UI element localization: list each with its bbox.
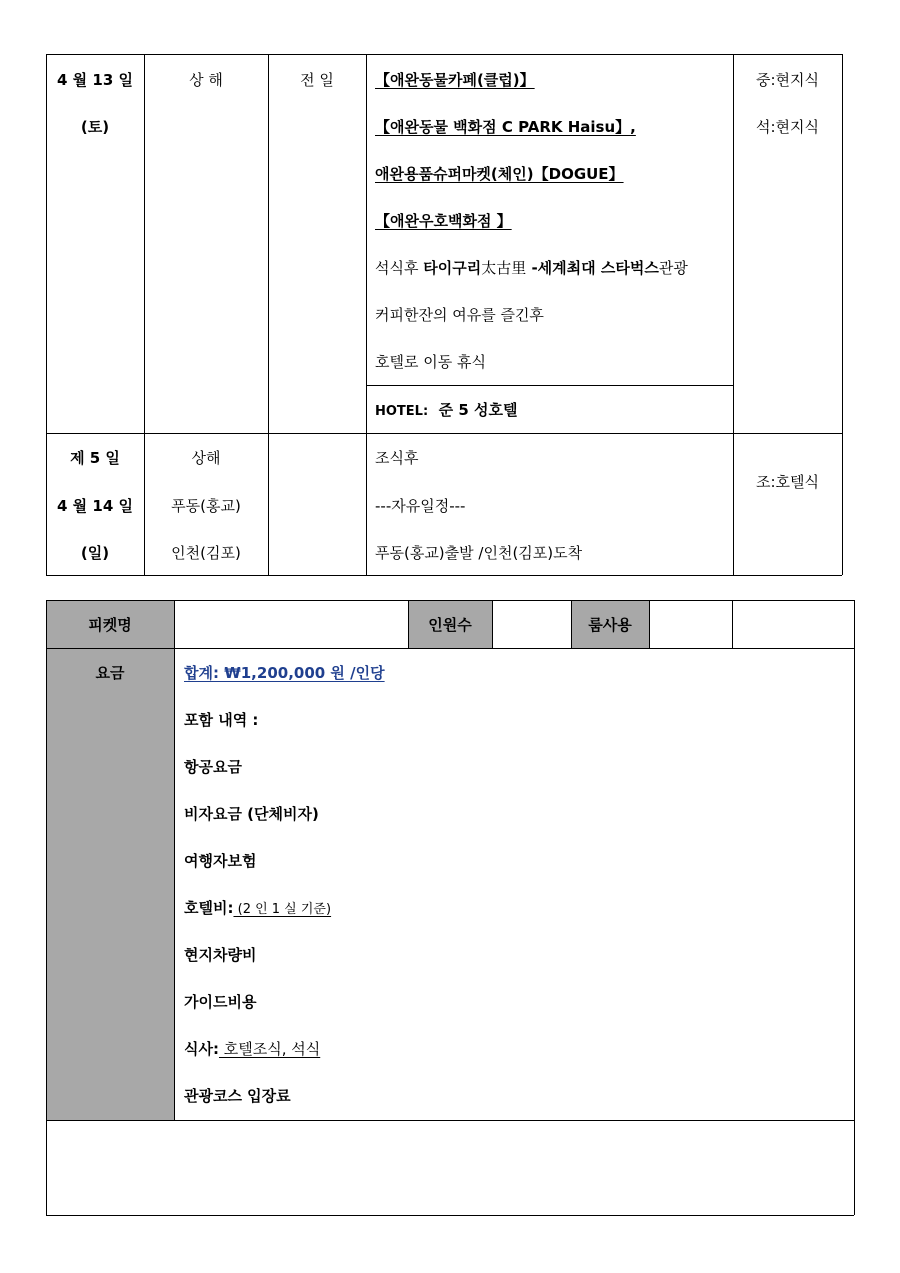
- day5-flight: 푸동(홍교)출발 /인천(김포)도착: [375, 544, 583, 562]
- day5-breakfast: 조:호텔식: [755, 473, 819, 491]
- day4-transport: 전 일: [300, 71, 334, 89]
- day5-free-schedule: ---자유일정---: [375, 497, 466, 515]
- ticket-label: 피켓명: [88, 616, 132, 634]
- day5-after-breakfast: 조식후: [375, 449, 419, 467]
- include-meals: 식사: 호텔조식, 석식: [184, 1040, 321, 1058]
- schedule-pet-supermarket: 애완용품슈퍼마켓(체인)【DOGUE】: [375, 165, 624, 183]
- total-price: 합계: ₩1,200,000 원 /인당: [184, 664, 385, 682]
- day5-city-pudong: 푸동(홍교): [171, 497, 241, 515]
- day4-city: 상 해: [189, 71, 223, 89]
- include-airfare: 항공요금: [184, 758, 242, 776]
- hotel-info: HOTEL: 준 5 성호텔: [375, 401, 518, 419]
- include-visa: 비자요금 (단체비자): [184, 805, 319, 823]
- day5-city-shanghai: 상해: [191, 449, 221, 467]
- schedule-taikooli: 석식후 타이구리太古里 -세계최대 스타벅스관광: [375, 259, 688, 277]
- notes-area: [47, 1121, 853, 1214]
- fee-label: 요금: [95, 664, 125, 682]
- schedule-hotel-rest: 호텔로 이동 휴식: [375, 353, 486, 371]
- day5-date: 4 월 14 일: [57, 497, 133, 515]
- people-label: 인원수: [428, 616, 472, 634]
- schedule-pet-department-store: 【애완동물 백화점 C PARK Haisu】,: [375, 118, 636, 136]
- include-admission: 관광코스 입장료: [184, 1087, 291, 1105]
- schedule-pet-cafe: 【애완동물카페(클럽)】: [375, 71, 535, 89]
- day5-weekday: (일): [80, 544, 110, 562]
- day4-lunch: 중:현지식: [755, 71, 819, 89]
- include-guide: 가이드비용: [184, 993, 257, 1011]
- day4-dinner: 석:현지식: [755, 118, 819, 136]
- schedule-pet-friendly-store: 【애완우호백화점 】: [375, 212, 512, 230]
- include-insurance: 여행자보험: [184, 852, 257, 870]
- include-vehicle: 현지차량비: [184, 946, 257, 964]
- room-label: 룸사용: [588, 616, 632, 634]
- schedule-coffee: 커피한잔의 여유를 즐긴후: [375, 306, 544, 324]
- includes-title: 포함 내역 :: [184, 711, 259, 729]
- day5-label: 제 5 일: [70, 449, 120, 467]
- day4-date: 4 월 13 일: [57, 71, 133, 89]
- day5-city-incheon: 인천(김포): [171, 544, 241, 562]
- include-hotel: 호텔비: (2 인 1 실 기준): [184, 899, 332, 917]
- day4-weekday: (토): [80, 118, 110, 136]
